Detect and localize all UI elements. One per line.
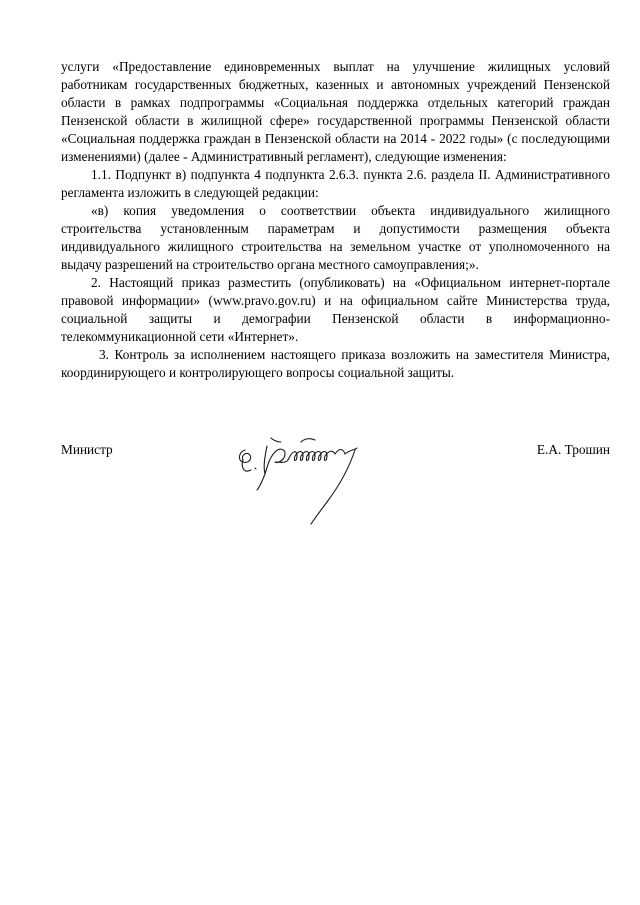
document-body — [61, 58, 610, 382]
signatory-name: Е.А. Трошин — [536, 442, 610, 457]
paragraph-1-1: 1.1. Подпункт в) подпункта 4 подпункта 2.6.3. пункта 2.6. раздела II. Административного регламента изложить в следующей редакции: — [61, 167, 610, 200]
paragraph-intro: услуги «Предоставление единовременных выплат на улучшение жилищных условий работникам государственных бюджетных, казенных и автономных учреждений Пензенской области в рамках подпрограммы «Социальная поддержка отдельных категорий граждан Пензенской области в жилищной сфере» государственной программы Пензенской области «Социальная поддержка граждан в Пензенской области на 2014 - 2022 годы» (с последующими изменениями) (далее - Административный регламент), следующие изменения: — [61, 59, 610, 164]
position-label: Министр — [61, 442, 113, 457]
paragraph-quote: «в) копия уведомления о соответствии объекта индивидуального жилищного строительства установленным параметрам и допустимости размещения объекта индивидуального жилищного строительства на земельном участке от уполномоченного на выдачу разрешений на строительство органа местного самоуправления;». — [61, 203, 610, 272]
signature-block — [61, 438, 610, 528]
handwritten-signature — [231, 428, 411, 528]
paragraph-3: 3. Контроль за исполнением настоящего приказа возложить на заместителя Министра, координирующего и контролирующего вопросы социальной защиты. — [61, 347, 610, 380]
paragraph-2: 2. Настоящий приказ разместить (опубликовать) на «Официальном интернет-портале правовой информации» (www.pravo.gov.ru) и на официальном сайте Министерства труда, социальной защиты и демографии Пензенской области в информационно-телекоммуникационной сети «Интернет». — [61, 275, 610, 344]
